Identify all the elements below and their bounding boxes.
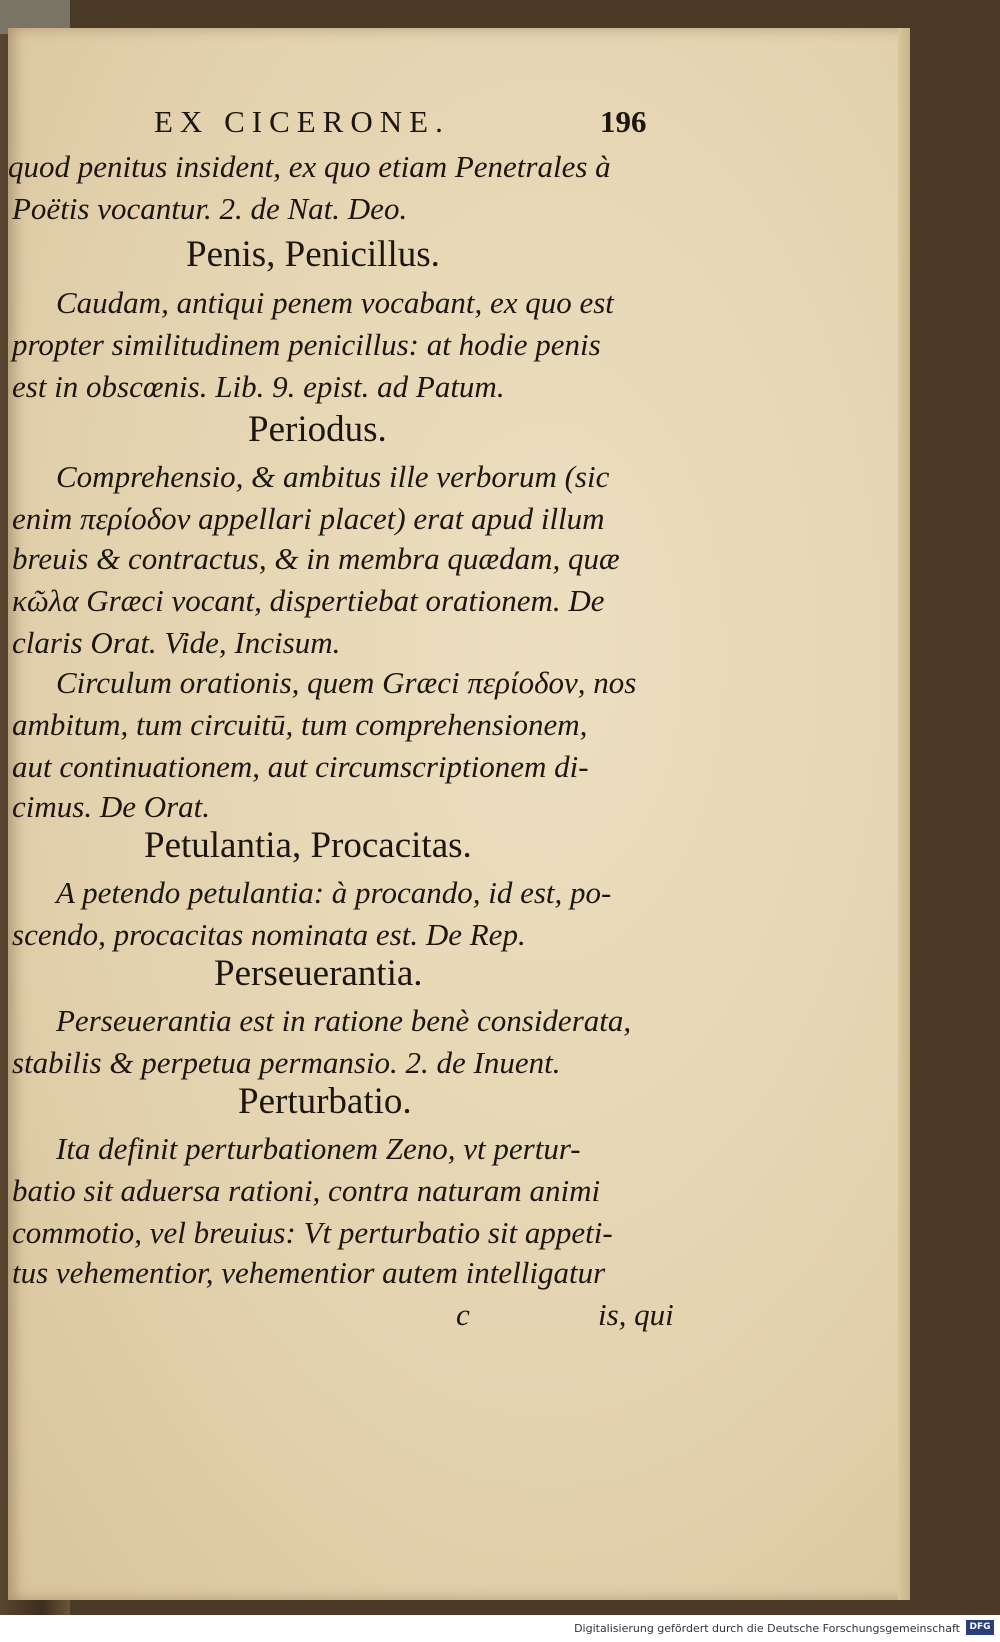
book-page bbox=[8, 28, 910, 1600]
catchword: is, qui bbox=[598, 1297, 674, 1332]
text-line: Comprehensio, & ambitus ille verborum (sic bbox=[56, 459, 610, 494]
text-line: Ita definit perturbationem Zeno, vt pertur- bbox=[56, 1131, 581, 1166]
entry-heading: Penis, Penicillus. bbox=[186, 234, 440, 275]
text-line: propter similitudinem penicillus: at hodie penis bbox=[12, 327, 601, 362]
text-line: Caudam, antiqui penem vocabant, ex quo est bbox=[56, 285, 614, 320]
text-line: Circulum orationis, quem Græci περίοδον, nos bbox=[56, 665, 637, 700]
text-line: batio sit aduersa rationi, contra naturam animi bbox=[12, 1173, 601, 1208]
entry-heading: Petulantia, Procacitas. bbox=[144, 825, 472, 866]
text-line: aut continuationem, aut circumscriptionem di- bbox=[12, 749, 589, 784]
text-line: Perseuerantia est in ratione benè considerata, bbox=[56, 1003, 632, 1038]
entry-heading: Perturbatio. bbox=[238, 1081, 412, 1122]
text-line: scendo, procacitas nominata est. De Rep. bbox=[12, 917, 526, 952]
text-line: ambitum, tum circuitū, tum comprehensionem, bbox=[12, 707, 588, 742]
text-line: A petendo petulantia: à procando, id est, po- bbox=[56, 875, 612, 910]
text-line: est in obscœnis. Lib. 9. epist. ad Patum. bbox=[12, 369, 505, 404]
page-edge bbox=[898, 28, 910, 1600]
page-text bbox=[8, 28, 910, 1600]
funding-credit: Digitalisierung gefördert durch die Deutsche Forschungsgemeinschaft bbox=[574, 1622, 960, 1635]
text-line: κῶλα Græci vocant, dispertiebat orationem. De bbox=[12, 583, 605, 618]
signature-mark: c bbox=[456, 1297, 470, 1332]
text-line: breuis & contractus, & in membra quædam, quæ bbox=[12, 541, 620, 576]
entry-heading: Perseuerantia. bbox=[214, 953, 423, 994]
text-line: cimus. De Orat. bbox=[12, 789, 211, 824]
entry-heading: Periodus. bbox=[248, 409, 387, 450]
dfg-logo: DFG bbox=[966, 1620, 994, 1635]
text-line: stabilis & perpetua permansio. 2. de Inuent. bbox=[12, 1045, 561, 1080]
text-line: quod penitus insident, ex quo etiam Penetrales à bbox=[8, 149, 611, 184]
text-line: tus vehementior, vehementior autem intelligatur bbox=[12, 1255, 606, 1290]
text-line: claris Orat. Vide, Incisum. bbox=[12, 625, 341, 660]
text-line: Poëtis vocantur. 2. de Nat. Deo. bbox=[12, 191, 408, 226]
text-line: enim περίοδον appellari placet) erat apud illum bbox=[12, 501, 605, 536]
text-line: commotio, vel breuius: Vt perturbatio sit appeti- bbox=[12, 1215, 613, 1250]
running-title: EX CICERONE. bbox=[154, 104, 450, 139]
page-number: 196 bbox=[600, 104, 647, 139]
